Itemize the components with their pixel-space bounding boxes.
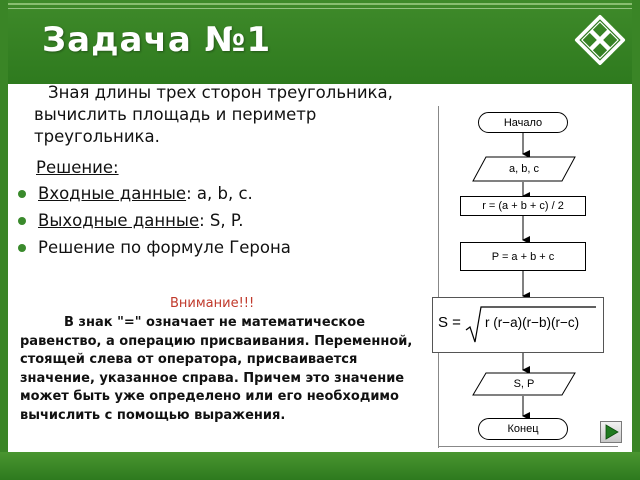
play-next-icon <box>601 422 621 442</box>
list-item <box>6 207 426 234</box>
celtic-knot-logo-icon <box>572 12 628 68</box>
list-item <box>6 234 426 261</box>
flowchart-heron-formula <box>432 297 604 353</box>
assignment-note: В знак "=" означает не математическое равенство, а операцию присваивания. Переменной, стоящей слева от оператора, присваивается значение, указанное справа. Причем это значение может быть уже определено или его необходимо вычислить с помощью выражения. <box>20 315 413 423</box>
flowchart-input-label: a, b, c <box>509 163 539 175</box>
flowchart-step-r: r = (a + b + c) / 2 <box>460 196 586 216</box>
input-data-value: : a, b, c. <box>186 184 253 203</box>
output-data-label: Выходные данные <box>38 211 200 230</box>
heron-method-text: Решение по формуле Герона <box>38 238 291 257</box>
flowchart-output-label: S, P <box>513 378 535 390</box>
frame-right <box>632 0 640 480</box>
input-data-label: Входные данные <box>38 184 187 203</box>
next-slide-button[interactable] <box>600 421 622 443</box>
bullet-icon <box>18 244 26 252</box>
flowchart-end: Конец <box>478 418 568 440</box>
bullet-list <box>6 180 426 261</box>
flowchart-step-p: P = a + b + c <box>460 242 586 271</box>
list-item <box>6 180 426 207</box>
footer-band <box>0 452 640 480</box>
bullet-icon <box>18 190 26 198</box>
problem-statement: Зная длины трех сторон треугольника, вычислить площадь и периметр треугольника. <box>34 83 393 146</box>
formula-rhs: r (r−a)(r−b)(r−c) <box>485 315 580 330</box>
slide-title: Задача №1 <box>42 20 272 60</box>
solution-heading: Решение: <box>36 158 119 177</box>
formula-lhs: S = <box>438 314 461 331</box>
output-data-value: : S, P. <box>199 211 244 230</box>
flowchart-frame-left <box>438 106 439 448</box>
attention-label: Внимание!!! <box>170 296 255 311</box>
bullet-icon <box>18 217 26 225</box>
flowchart-frame-bottom <box>438 446 618 447</box>
flowchart-start: Начало <box>478 112 568 133</box>
